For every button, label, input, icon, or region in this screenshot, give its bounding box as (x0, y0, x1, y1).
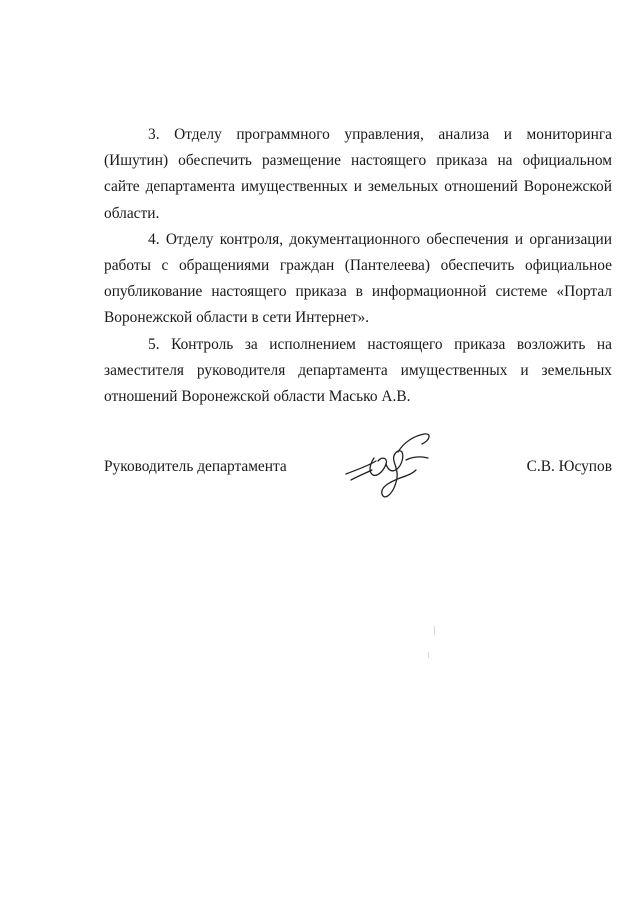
handwritten-signature (342, 430, 438, 508)
paragraph-3: 3. Отделу программного управления, анализа и мониторинга (Ишутин) обеспечить размещение настоящего приказа на официальном сайте департамента имущественных и земельных отношений Воронежской области. (104, 126, 612, 222)
paragraph-4: 4. Отделу контроля, документационного обеспечения и организации работы с обращениями граждан (Пантелеева) обеспечить официальное опубликование настоящего приказа в информационной системе «Портал Воронежской области в сети Интернет». (104, 230, 612, 327)
scan-mark (428, 652, 429, 658)
document-body (104, 122, 612, 410)
signatory-title: Руководитель департамента (104, 458, 287, 475)
signature-block (104, 430, 612, 510)
scan-mark (434, 626, 435, 635)
paragraph-5: 5. Контроль за исполнением настоящего приказа возложить на заместителя руководителя департамента имущественных и земельных отношений Воронежской области Масько А.В. (104, 335, 612, 406)
signatory-name: С.В. Юсупов (526, 458, 612, 475)
